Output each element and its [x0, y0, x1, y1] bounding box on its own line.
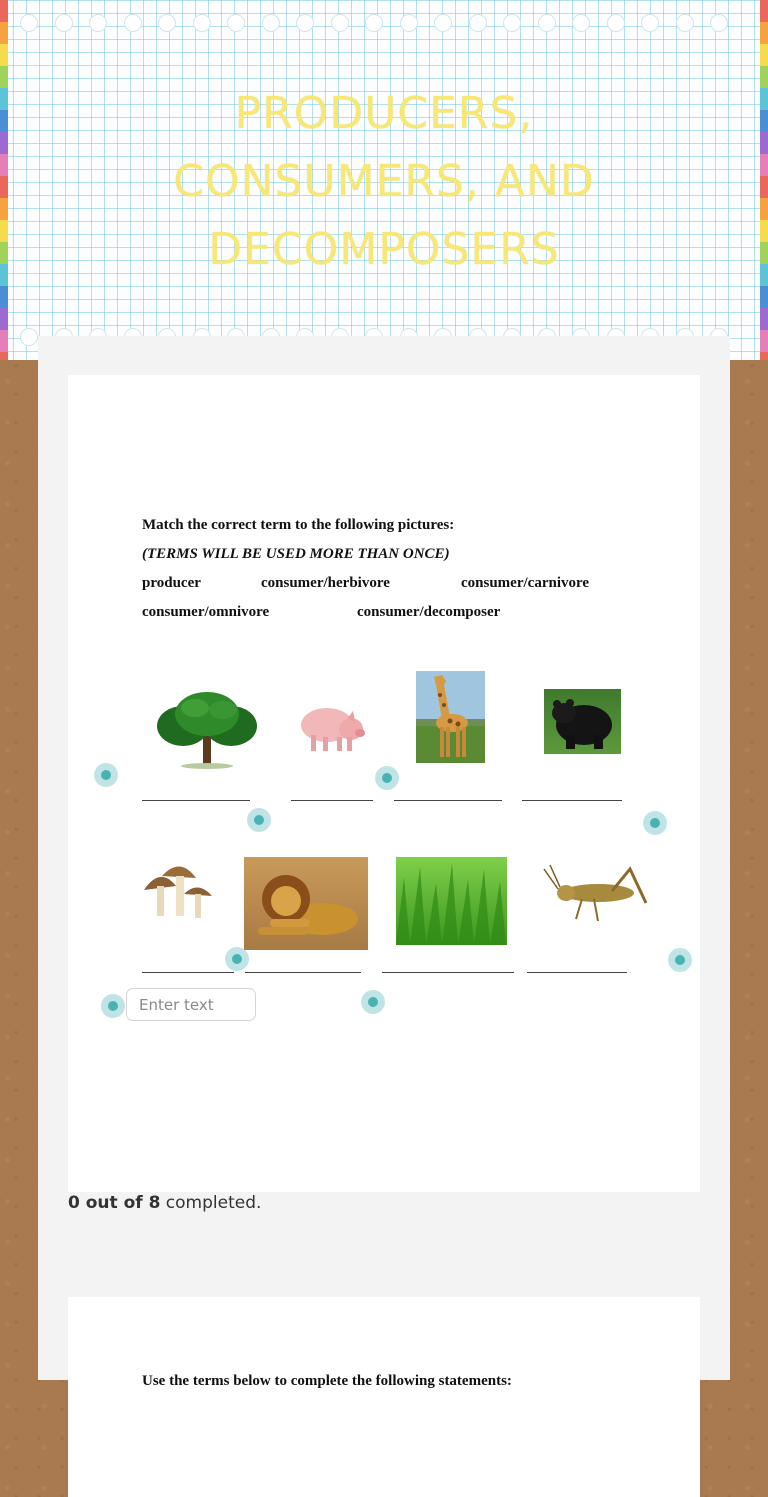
worksheet2-instruction: Use the terms below to complete the following statements:: [142, 1373, 512, 1389]
giraffe-icon: [416, 671, 485, 763]
answer-blank: [522, 800, 622, 801]
completion-count: 0 out of 8: [68, 1193, 161, 1213]
term-consumer-herbivore: consumer/herbivore: [261, 575, 390, 591]
answer-blank: [245, 972, 361, 973]
answer-hotspot[interactable]: [375, 766, 399, 790]
binder-holes-top: [20, 14, 760, 34]
answer-blank: [291, 800, 373, 801]
worksheet-card-2: [68, 1297, 700, 1497]
answer-text-input[interactable]: [126, 988, 256, 1021]
answer-blank: [394, 800, 502, 801]
pig-icon: [295, 693, 367, 757]
grasshopper-icon: [542, 863, 657, 926]
answer-hotspot-active[interactable]: [101, 994, 125, 1018]
bear-icon: [544, 689, 621, 754]
answer-blank: [527, 972, 627, 973]
lion-icon: [244, 857, 368, 950]
answer-hotspot[interactable]: [361, 990, 385, 1014]
completion-status: [68, 1193, 261, 1213]
completion-label: completed.: [160, 1193, 262, 1213]
term-consumer-omnivore: consumer/omnivore: [142, 604, 270, 620]
rainbow-border-right: [760, 0, 768, 360]
answer-hotspot[interactable]: [94, 763, 118, 787]
page-title: PRODUCERS, CONSUMERS, AND DECOMPOSERS: [173, 88, 595, 275]
mushroom-icon: [140, 860, 214, 924]
answer-blank: [382, 972, 514, 973]
worksheet-instruction: Match the correct term to the following pictures:: [142, 517, 455, 533]
answer-hotspot[interactable]: [643, 811, 667, 835]
term-consumer-decomposer: consumer/decomposer: [357, 604, 501, 620]
term-producer: producer: [142, 575, 201, 591]
tree-icon: [145, 688, 270, 770]
answer-hotspot[interactable]: [247, 808, 271, 832]
term-consumer-carnivore: consumer/carnivore: [461, 575, 590, 591]
page-header: [0, 0, 768, 360]
answer-hotspot[interactable]: [668, 948, 692, 972]
answer-blank: [142, 800, 250, 801]
answer-hotspot[interactable]: [225, 947, 249, 971]
rainbow-border-left: [0, 0, 8, 360]
grass-icon: [396, 857, 507, 945]
answer-blank: [142, 972, 234, 973]
worksheet-note: (TERMS WILL BE USED MORE THAN ONCE): [142, 546, 450, 562]
